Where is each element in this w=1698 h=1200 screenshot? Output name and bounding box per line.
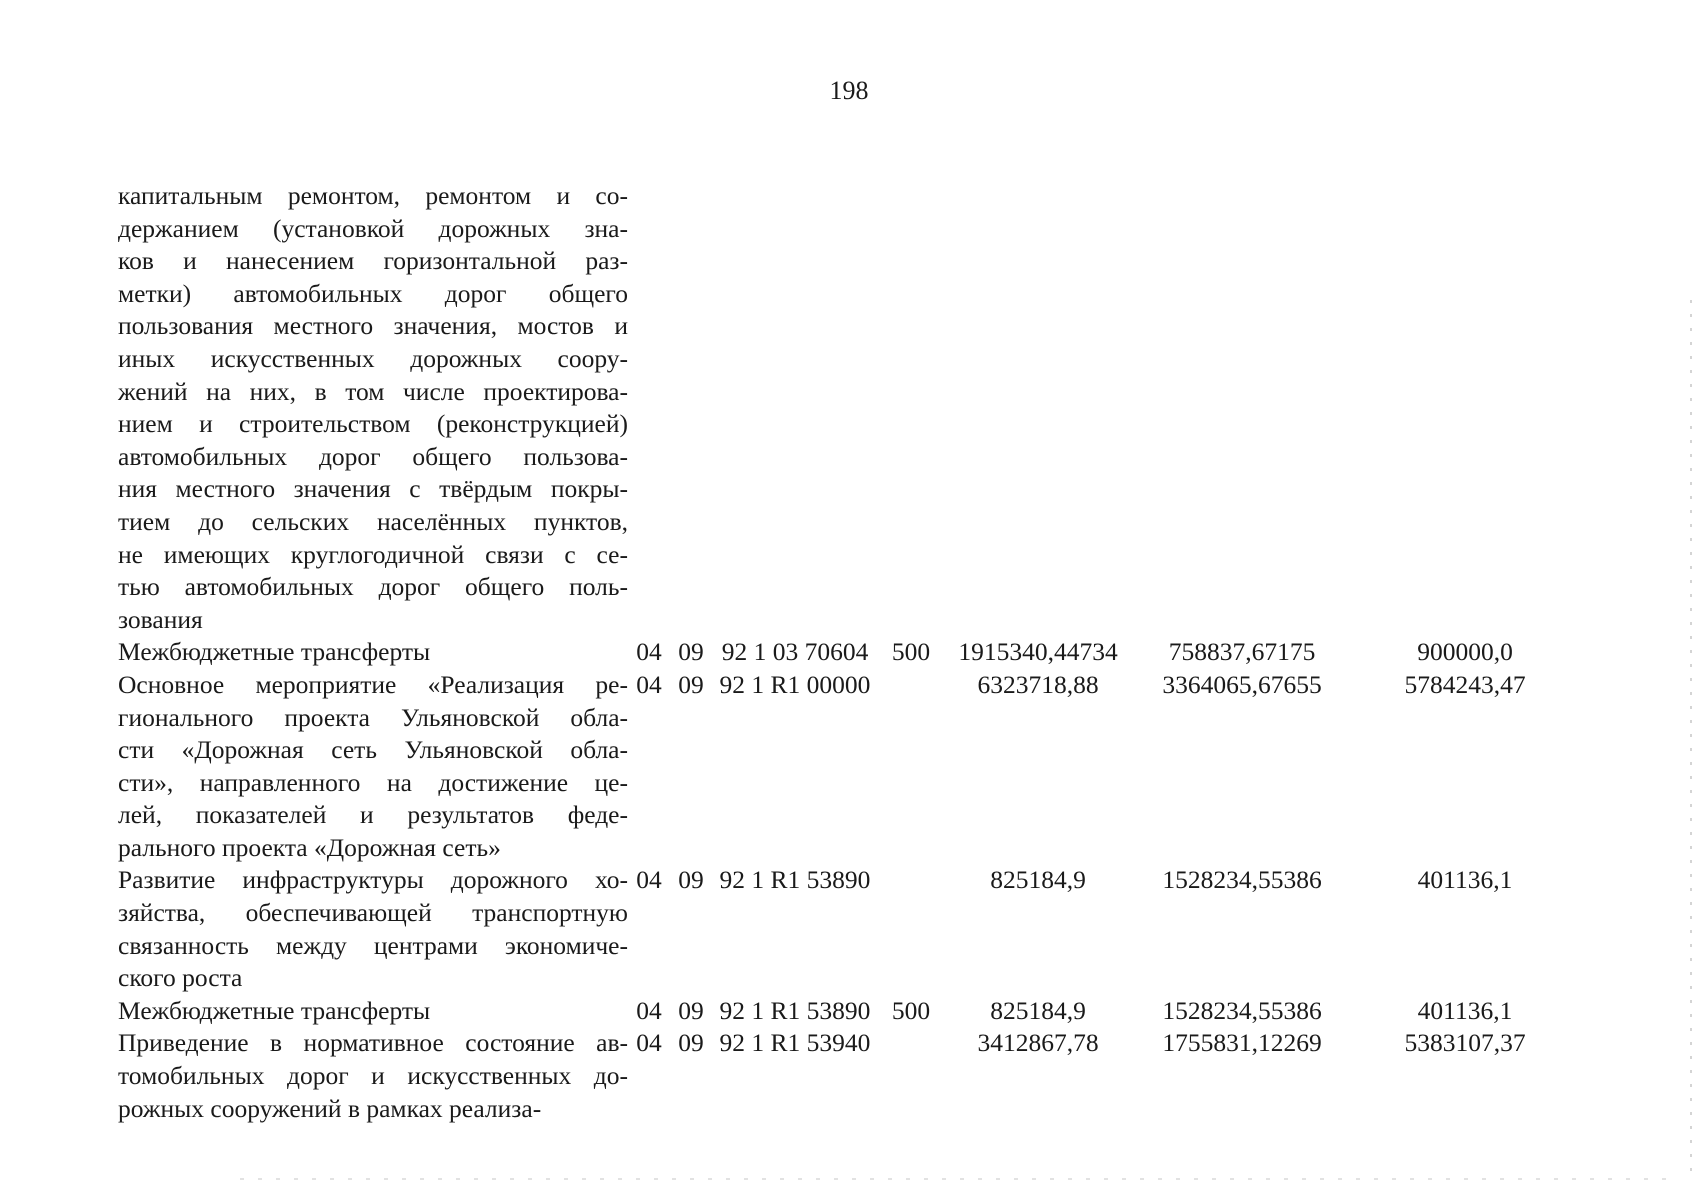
description-line: связанность между центрами экономиче- (118, 930, 628, 960)
description-line: ния местного значения с твёрдым покры- (118, 474, 628, 504)
section-code (628, 180, 670, 636)
target-article-code: 92 1 R1 53890 (719, 995, 871, 1025)
description-line: капитальным ремонтом, ремонтом и со- (118, 181, 628, 210)
amount-year-2: 1755831,12269 (1162, 1028, 1322, 1058)
description-line: иных искусственных дорожных соору- (118, 343, 628, 373)
subsection-code: 09 (678, 865, 704, 895)
amount-year-2: 1528234,55386 (1162, 995, 1322, 1025)
subsection-code (670, 180, 712, 636)
amount-year-2: 1528234,55386 (1162, 865, 1322, 895)
amount-year-3: 900000,0 (1417, 637, 1513, 667)
row-description (118, 864, 628, 994)
description-line: ков и нанесением горизонтальной раз- (118, 246, 628, 276)
description-line: томобильных дорог и искусственных до- (118, 1061, 628, 1091)
expense-type-code (878, 180, 944, 636)
row-description (118, 1027, 628, 1125)
description-line: Развитие инфраструктуры дорожного хо- (118, 865, 628, 895)
target-article-code: 92 1 R1 53890 (719, 865, 871, 895)
expense-type-code: 500 (891, 995, 931, 1025)
amount-year-2 (1132, 180, 1352, 636)
amount-year-1 (944, 180, 1132, 636)
table-row (118, 995, 1578, 1028)
description-line: автомобильных дорог общего пользова- (118, 441, 628, 471)
description-line: тием до сельских населённых пунктов, (118, 506, 628, 536)
section-code: 04 (636, 669, 662, 699)
expense-type-code: 500 (891, 637, 931, 667)
description-line: держанием (установкой дорожных зна- (118, 213, 628, 243)
description-line: жений на них, в том числе проектирова- (118, 376, 628, 406)
section-code: 04 (636, 865, 662, 895)
description-line: нием и строительством (реконструкцией) (118, 409, 628, 439)
description-line: рального проекта «Дорожная сеть» (118, 832, 501, 862)
description-line: сти «Дорожная сеть Ульяновской обла- (118, 735, 628, 765)
target-article-code: 92 1 R1 00000 (719, 669, 871, 699)
amount-year-2: 3364065,67655 (1162, 669, 1322, 699)
amount-year-1: 1915340,44734 (958, 637, 1118, 667)
table-row (118, 864, 1578, 994)
section-code: 04 (636, 1028, 662, 1058)
table-body (118, 180, 1578, 1125)
subsection-code: 09 (678, 669, 704, 699)
description-line: лей, показателей и результатов феде- (118, 800, 628, 830)
expense-type-code (878, 1027, 944, 1125)
amount-year-3: 5784243,47 (1404, 669, 1526, 699)
subsection-code: 09 (678, 1028, 704, 1058)
description-line: зяйства, обеспечивающей транспортную (118, 898, 628, 928)
budget-table (118, 180, 1578, 1125)
table-row (118, 1027, 1578, 1125)
description-line: метки) автомобильных дорог общего (118, 278, 628, 308)
description-line: не имеющих круглогодичной связи с се- (118, 539, 628, 569)
amount-year-3 (1352, 180, 1578, 636)
description-line: сти», направленного на достижение це- (118, 767, 628, 797)
description-line: зования (118, 604, 203, 634)
description-line: пользования местного значения, мостов и (118, 311, 628, 341)
description-line: тью автомобильных дорог общего поль- (118, 572, 628, 602)
row-description (118, 180, 628, 636)
description-line: Межбюджетные трансферты (118, 637, 431, 667)
row-description (118, 636, 628, 669)
target-article-code: 92 1 R1 53940 (719, 1028, 871, 1058)
description-line: Приведение в нормативное состояние ав- (118, 1028, 628, 1058)
subsection-code: 09 (678, 995, 704, 1025)
target-article-code: 92 1 03 70604 (721, 637, 869, 667)
expense-type-code (878, 669, 944, 865)
scan-edge-artifact (1690, 300, 1692, 1180)
row-description (118, 995, 628, 1028)
amount-year-3: 401136,1 (1417, 995, 1513, 1025)
description-line: гионального проекта Ульяновской обла- (118, 702, 628, 732)
page-number: 198 (829, 76, 869, 105)
scan-bottom-artifact (240, 1178, 1678, 1180)
amount-year-3: 401136,1 (1417, 865, 1513, 895)
table-row (118, 636, 1578, 669)
description-line: Межбюджетные трансферты (118, 995, 431, 1025)
table-row (118, 180, 1578, 636)
amount-year-2: 758837,67175 (1168, 637, 1316, 667)
amount-year-1: 825184,9 (990, 865, 1086, 895)
amount-year-3: 5383107,37 (1404, 1028, 1526, 1058)
row-description (118, 669, 628, 865)
expense-type-code (878, 864, 944, 994)
description-line: рожных сооружений в рамках реализа- (118, 1093, 542, 1123)
amount-year-1: 6323718,88 (977, 669, 1099, 699)
target-article-code (712, 180, 878, 636)
amount-year-1: 825184,9 (990, 995, 1086, 1025)
subsection-code: 09 (678, 637, 704, 667)
section-code: 04 (636, 637, 662, 667)
description-line: ского роста (118, 963, 243, 993)
description-line: Основное мероприятие «Реализация ре- (118, 669, 628, 699)
amount-year-1: 3412867,78 (977, 1028, 1099, 1058)
table-row (118, 669, 1578, 865)
section-code: 04 (636, 995, 662, 1025)
